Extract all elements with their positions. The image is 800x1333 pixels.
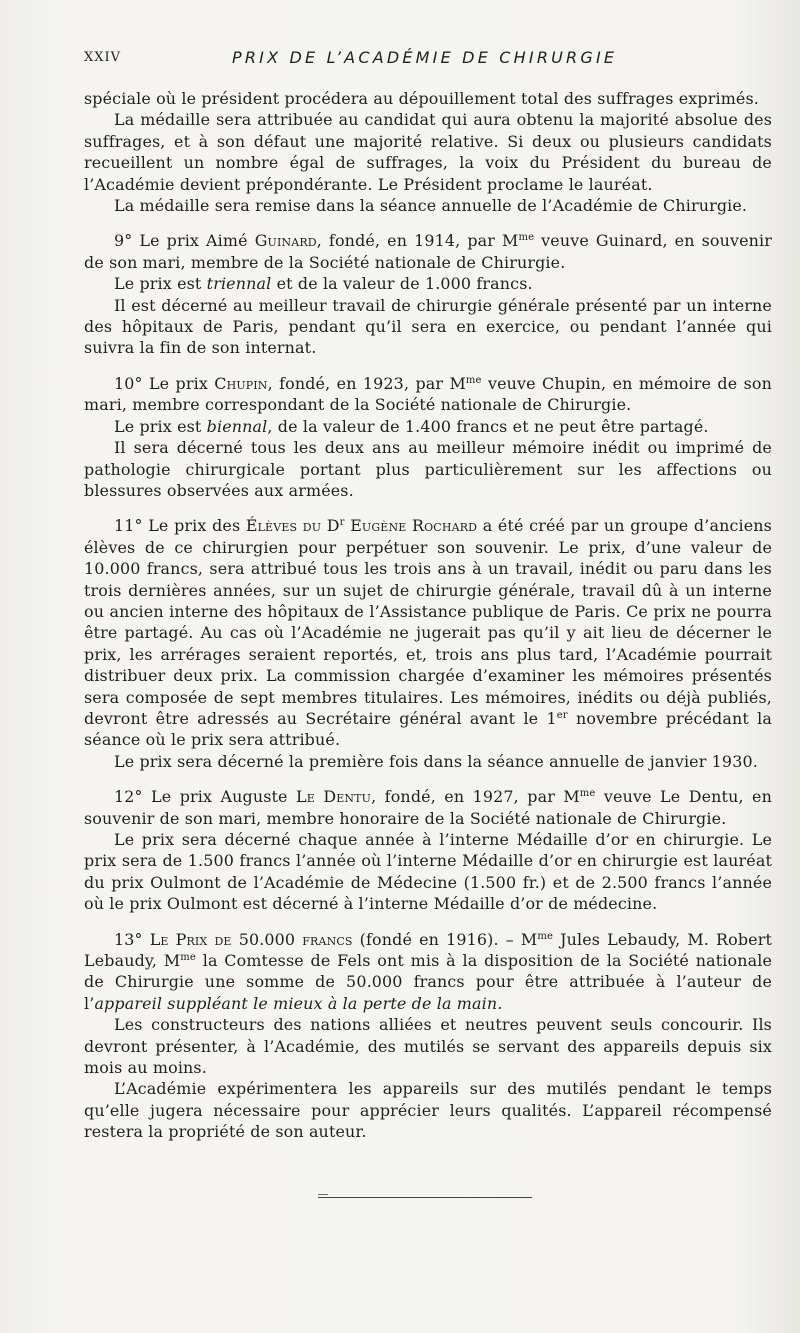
- section-number: 13°: [114, 929, 143, 949]
- paragraph: [84, 273, 772, 294]
- superscript: me: [537, 930, 554, 942]
- emphasis: triennal: [206, 274, 272, 294]
- text-run: Le prix Aimé: [139, 231, 248, 251]
- page-header: [84, 48, 774, 70]
- text-run: Le prix est: [114, 416, 207, 436]
- running-title: PRIX DE L’ACADÉMIE DE CHIRURGIE: [232, 48, 618, 67]
- emphasis: appareil suppléant le mieux à la perte de la main.: [94, 993, 503, 1013]
- text-run: la Comtesse de Fels ont mis à la disposition de la Société nationale de Chirurgie une somme de 50.000 francs pour être attribuée à l’auteur de l’: [84, 951, 772, 1013]
- end-rule: [318, 1197, 532, 1198]
- paragraph: L’Académie expérimentera les appareils sur des mutilés pendant le temps qu’elle jugera nécessaire pour apprécier leurs qualités. L’appareil récompensé restera la propriété de son auteur.: [84, 1079, 772, 1142]
- text-run: et de la valeur de 1.000 francs.: [271, 274, 533, 294]
- superscript: er: [556, 709, 568, 721]
- prize-10-paragraph: [84, 373, 772, 416]
- text-run: 50.000: [231, 929, 303, 949]
- paragraph: La médaille sera attribuée au candidat qui aura obtenu la majorité absolue des suffrages, et à son défaut une majorité relative. Si deux ou plusieurs candidats recueillent un nombre égal de suffrages, la voix du Président du bureau de l’Académie devient prépondérante. Le Président proclame le lauréat.: [84, 110, 772, 194]
- superscript: me: [579, 788, 596, 800]
- paragraph: spéciale où le président procédera au dépouillement total des suffrages exprimés.: [84, 89, 759, 108]
- prize-name: Le Prix de: [149, 929, 232, 949]
- paragraph: Il sera décerné tous les deux ans au meilleur mémoire inédit ou imprimé de pathologie chirurgicale portant plus particulièrement sur les affections ou blessures observées aux armées.: [84, 438, 772, 500]
- end-rule-dash: [318, 1194, 328, 1195]
- paragraph: Il est décerné au meilleur travail de chirurgie générale présenté par un interne des hôpitaux de Paris, pendant qu’il sera en exercice, ou pendant l’année qui suivra la fin de son internat.: [84, 295, 772, 358]
- text-run: , de la valeur de 1.400 francs et ne peut être partagé.: [267, 416, 709, 436]
- body-text: [84, 88, 772, 1143]
- text-run: Le prix des: [148, 516, 241, 536]
- text-run: Jules Lebaudy, M. Robert Lebaudy, M: [84, 929, 773, 971]
- paragraph: Le prix sera décerné la première fois dans la séance annuelle de janvier 1930.: [114, 751, 758, 771]
- prize-name: Chupin: [214, 373, 268, 393]
- superscript: me: [518, 232, 535, 244]
- section-number: 10°: [114, 373, 143, 393]
- page-number: XXIV: [84, 50, 122, 65]
- text-run: , fondé, en 1923, par M: [267, 373, 466, 393]
- section-number: 9°: [114, 231, 133, 251]
- text-run: , fondé, en 1914, par M: [316, 231, 519, 251]
- text-run: (fondé en 1916). – M: [352, 929, 538, 949]
- superscript: me: [180, 952, 196, 964]
- superscript: me: [465, 374, 482, 386]
- prize-name: Élèves du D: [245, 516, 340, 536]
- text-run: Le prix: [148, 373, 208, 393]
- paragraph: [84, 416, 772, 437]
- emphasis: biennal: [206, 416, 268, 436]
- superscript: r: [339, 517, 345, 529]
- prize-name: Eugène Rochard: [350, 516, 478, 536]
- text-run: veuve Le Dentu, en souvenir de son mari, membre honoraire de la Société nationale de Chirurgie.: [84, 787, 772, 828]
- paragraph: La médaille sera remise dans la séance annuelle de l’Académie de Chirurgie.: [114, 196, 748, 216]
- paragraph: Les constructeurs des nations alliées et neutres peuvent seuls concourir. Ils devront présenter, à l’Académie, des mutilés se servant des appareils depuis six mois au moins.: [84, 1015, 772, 1078]
- prize-12-paragraph: [84, 786, 772, 829]
- text-run: novembre précédant la séance où le prix sera attribué.: [84, 708, 772, 750]
- section-number: 11°: [114, 516, 143, 536]
- prize-name: Guinard: [254, 231, 317, 251]
- prize-9-paragraph: [84, 230, 772, 273]
- prize-11-paragraph: [84, 515, 772, 750]
- text-run: veuve Guinard, en souvenir de son mari, membre de la Société nationale de Chirurgie.: [84, 231, 773, 272]
- section-number: 12°: [114, 787, 143, 807]
- prize-name: francs: [302, 929, 353, 949]
- prize-name: Le Dentu: [296, 787, 372, 807]
- text-run: Le prix est: [114, 274, 207, 294]
- prize-13-paragraph: [84, 929, 772, 1015]
- text-run: , fondé, en 1927, par M: [371, 787, 580, 807]
- text-run: veuve Chupin, en mémoire de son mari, membre correspondant de la Société nationale de Chirurgie.: [84, 373, 772, 415]
- text-run: Le prix Auguste: [151, 787, 288, 807]
- text-run: a été créé par un groupe d’anciens élèves de ce chirurgien pour perpétuer son souvenir. Le prix, d’une valeur de 10.000 francs, sera attribué tous les trois ans à un travail, inédit ou paru dans les trois dernières années, sur un sujet de chirurgie générale, travail dû à un interne ou ancien interne des hôpitaux de l’Assistance publique de Paris. Ce prix ne pourra être partagé. Au cas où l’Académie ne jugerait pas qu’il y ait lieu de décerner le prix, les arrérages seraient reportés, et, trois ans plus tard, l’Académie pourrait distribuer deux prix. La commission chargée d’examiner les mémoires présentés sera composée de sept membres titulaires. Les mémoires, inédits ou déjà publiés, devront être adressés au Secrétaire général avant le 1: [84, 516, 772, 728]
- paragraph: Le prix sera décerné chaque année à l’interne Médaille d’or en chirurgie. Le prix sera de 1.500 francs l’année où l’interne Médaille d’or en chirurgie est lauréat du prix Oulmont de l’Académie de Médecine (1.500 fr.) et de 2.500 francs l’année où le prix Oulmont est décerné à l’interne Médaille d’or de médecine.: [84, 830, 772, 914]
